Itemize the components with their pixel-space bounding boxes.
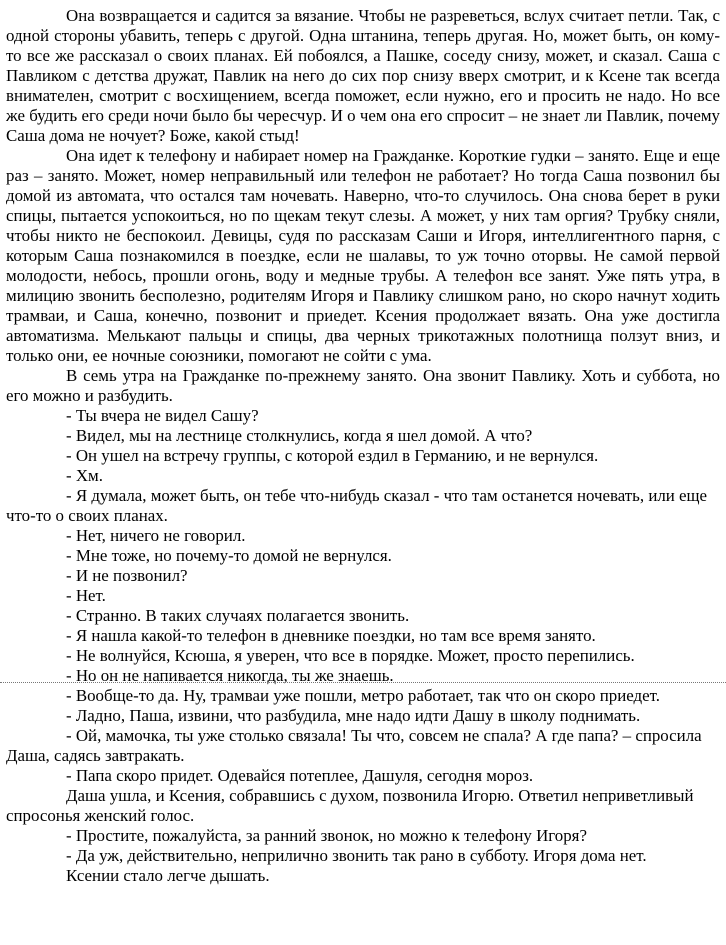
dialogue-line: - Видел, мы на лестнице столкнулись, когда я шел домой. А что? [66,426,533,445]
dialogue-line: - Вообще-то да. Ну, трамваи уже пошли, метро работает, так что он скоро приедет. [66,686,660,705]
narrative-line: Ксении стало легче дышать. [66,866,270,885]
paragraph-1: Она возвращается и садится за вязание. Чтобы не разреветься, вслух считает петли. Так, с одной стороны убавить, теперь с другой. Одна штанина, теперь другая. Но, может быть, он кому-то все же рассказал о своих планах. Ей побоялся, а Пашке, соседу снизу, может, и сказал. Саша с Павликом с детства дружат, Павлик на него до сих пор снизу вверх смотрит, и к Ксене так всегда внимателен, смотрит с восхищением, всегда поможет, если нужно, его и просить не надо. Но все же будить его среди ночи было бы чересчур. И о чем она его спросит – не знает ли Павлик, почему Саша дома не ночует? Боже, какой стыд! [6,6,720,145]
dialogue-line: - Странно. В таких случаях полагается звонить. [66,606,410,625]
dialogue-line: - Он ушел на встречу группы, с которой ездил в Германию, и не вернулся. [66,446,599,465]
dialogue-line: - Ты вчера не видел Сашу? [66,406,259,425]
dialogue-line: - Папа скоро придет. Одевайся потеплее, Дашуля, сегодня мороз. [66,766,534,785]
dialogue-line: - И не позвонил? [66,566,188,585]
dialogue-line: - Но он не напивается никогда, ты же знаешь. [66,666,394,685]
dialogue-line: - Нет. [66,586,106,605]
dialogue-line: - Нет, ничего не говорил. [66,526,246,545]
page-break-divider [0,682,726,683]
narrative-line: Даша ушла, и Ксения, собравшись с духом, позвонила Игорю. Ответил неприветливый спросонья женский голос. [6,786,694,825]
paragraph-3: В семь утра на Гражданке по-прежнему занято. Она звонит Павлику. Хоть и суббота, но его можно и разбудить. [6,366,720,405]
paragraph-2: Она идет к телефону и набирает номер на Гражданке. Короткие гудки – занято. Еще и еще раз – занято. Может, номер неправильный или телефон не работает? Но тогда Саша позвонил бы домой из автомата, что остался там ночевать. Наверно, что-то случилось. Она снова берет в руки спицы, пытается успокоиться, но по щекам текут слезы. А может, у них там оргия? Трубку сняли, чтобы никто не беспокоил. Девицы, судя по рассказам Саши и Игоря, интеллигентного парня, с которым Саша познакомился в поездке, если не шалавы, то уж точно оторвы. Не самой первой молодости, небось, прошли огонь, воду и медные трубы. А телефон все занят. Уже пять утра, в милицию звонить бесполезно, родителям Игоря и Павлику слишком рано, но скоро начнут ходить трамваи, и Саша, конечно, позвонит и приедет. Ксения продолжает вязать. Она уже достигла автоматизма. Мелькают пальцы и спицы, два черных трикотажных полотнища ползут вниз, и только они, ее ночные союзники, помогают не сойти с ума. [6,146,720,365]
dialogue-line: - Не волнуйся, Ксюша, я уверен, что все в порядке. Может, просто перепились. [66,646,635,665]
dialogue-line: - Простите, пожалуйста, за ранний звонок, но можно к телефону Игоря? [66,826,587,845]
dialogue-line: - Я нашла какой-то телефон в дневнике поездки, но там все время занято. [66,626,596,645]
dialogue-line: - Ладно, Паша, извини, что разбудила, мне надо идти Дашу в школу поднимать. [66,706,641,725]
dialogue-line: - Я думала, может быть, он тебе что-нибудь сказал - что там останется ночевать, или еще что-то о своих планах. [6,486,708,525]
dialogue-line: - Хм. [66,466,103,485]
dialogue-line: - Да уж, действительно, неприлично звонить так рано в субботу. Игоря дома нет. [66,846,647,865]
dialogue-line: - Мне тоже, но почему-то домой не вернулся. [66,546,392,565]
dialogue-line: - Ой, мамочка, ты уже столько связала! Ты что, совсем не спала? А где папа? – спросила Даша, садясь завтракать. [6,726,702,765]
